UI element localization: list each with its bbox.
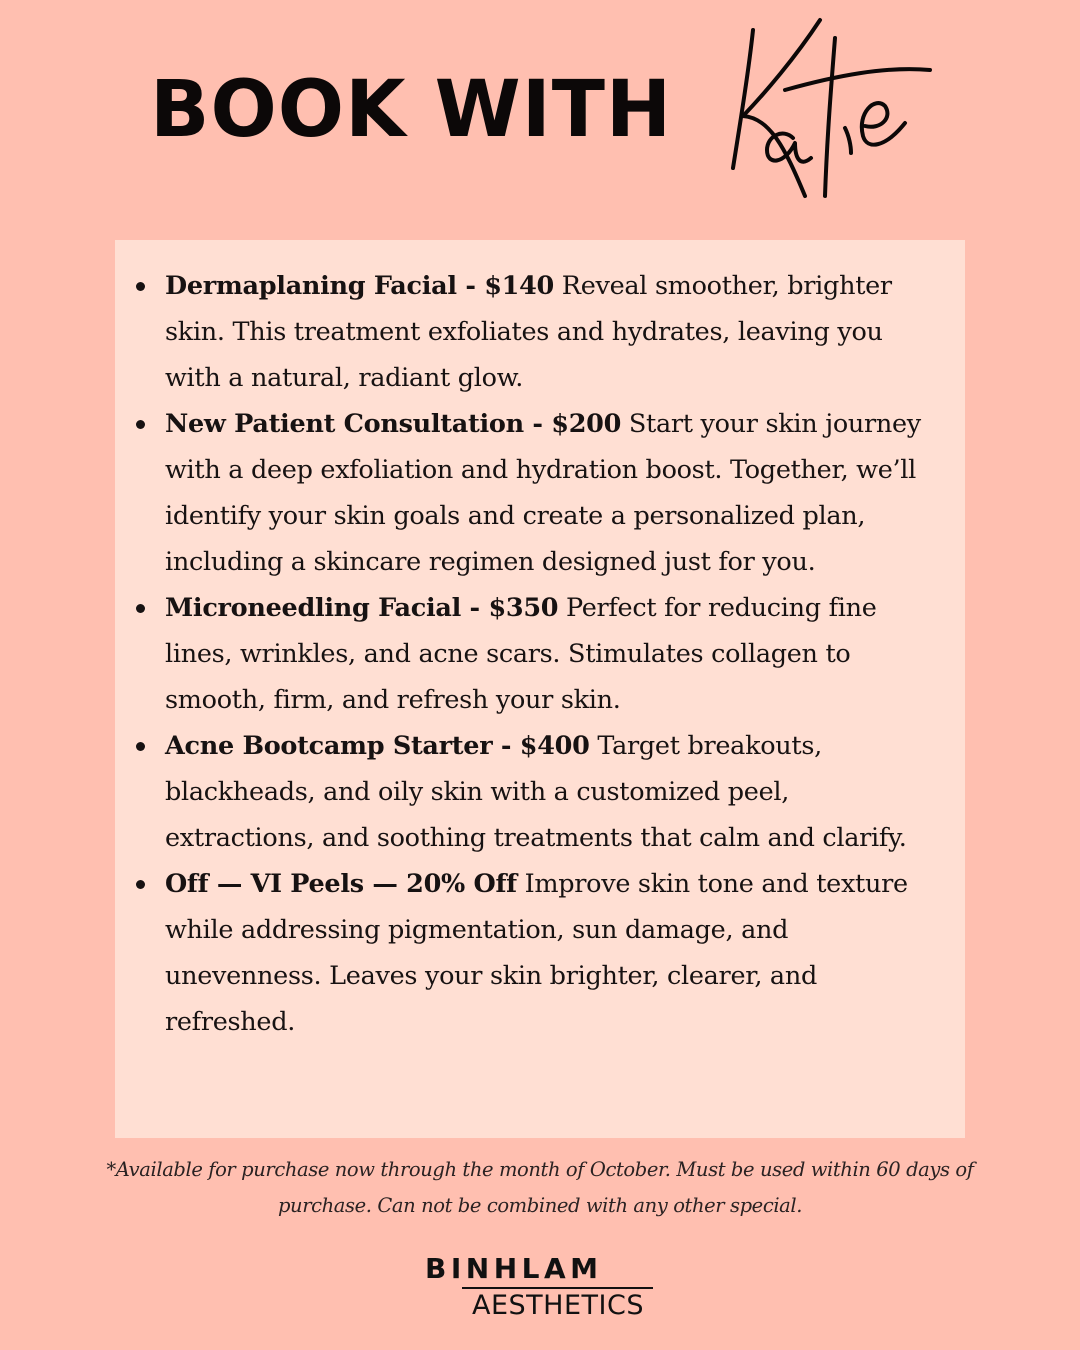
service-item: Dermaplaning Facial - $140 Reveal smoother, brighter skin. This treatment exfoliates and hydrates, leaving you with a natural, radiant glow. — [165, 263, 937, 401]
service-description: Improve skin tone and texture while addressing pigmentation, sun damage, and unevenness. Leaves your skin brighter, clearer, and refreshed. — [165, 869, 908, 1037]
service-price: 20% Off — [406, 869, 517, 899]
service-price: $350 — [488, 593, 559, 623]
brand-subtitle: AESTHETICS — [472, 1290, 644, 1321]
brand-logo — [425, 1252, 665, 1327]
service-description: Perfect for reducing fine lines, wrinkles, and acne scars. Stimulates collagen to smooth, firm, and refresh your skin. — [165, 593, 877, 715]
services-card — [115, 240, 965, 1138]
script-name-signature — [715, 18, 945, 203]
services-list — [165, 263, 937, 1045]
service-item: Acne Bootcamp Starter - $400 Target breakouts, blackheads, and oily skin with a customized peel, extractions, and soothing treatments that calm and clarify. — [165, 723, 937, 861]
service-item: Microneedling Facial - $350 Perfect for reducing fine lines, wrinkles, and acne scars. Stimulates collagen to smooth, firm, and refresh your skin. — [165, 585, 937, 723]
service-name: Off — VI Peels — [165, 869, 364, 899]
brand-name: BINHLAM — [425, 1252, 603, 1285]
service-name: New Patient Consultation — [165, 409, 524, 439]
service-description: Target breakouts, blackheads, and oily skin with a customized peel, extractions, and soothing treatments that calm and clarify. — [165, 731, 907, 853]
script-name-katie — [715, 18, 945, 203]
service-description: Reveal smoother, brighter skin. This treatment exfoliates and hydrates, leaving you with a natural, radiant glow. — [165, 271, 892, 393]
service-price: $200 — [551, 409, 622, 439]
service-price: $400 — [519, 731, 590, 761]
headline: BOOK WITH — [150, 65, 673, 155]
service-description: Start your skin journey with a deep exfoliation and hydration boost. Together, we’ll identify your skin goals and create a personalized plan, including a skincare regimen designed just for you. — [165, 409, 921, 577]
disclaimer: *Available for purchase now through the month of October. Must be used within 60 days of purchase. Can not be combined with any other special. — [106, 1158, 974, 1217]
brand-divider — [462, 1287, 653, 1289]
service-item: New Patient Consultation - $200 Start your skin journey with a deep exfoliation and hydration boost. Together, we’ll identify your skin goals and create a personalized plan, including a skincare regimen designed just for you. — [165, 401, 937, 585]
service-price: $140 — [484, 271, 554, 301]
header — [0, 0, 1080, 220]
service-name: Dermaplaning Facial — [165, 271, 457, 301]
service-name: Microneedling Facial — [165, 593, 461, 623]
service-item: Off — VI Peels — 20% Off Improve skin tone and texture while addressing pigmentation, sun damage, and unevenness. Leaves your skin brighter, clearer, and refreshed. — [165, 861, 937, 1045]
service-name: Acne Bootcamp Starter — [165, 731, 493, 761]
